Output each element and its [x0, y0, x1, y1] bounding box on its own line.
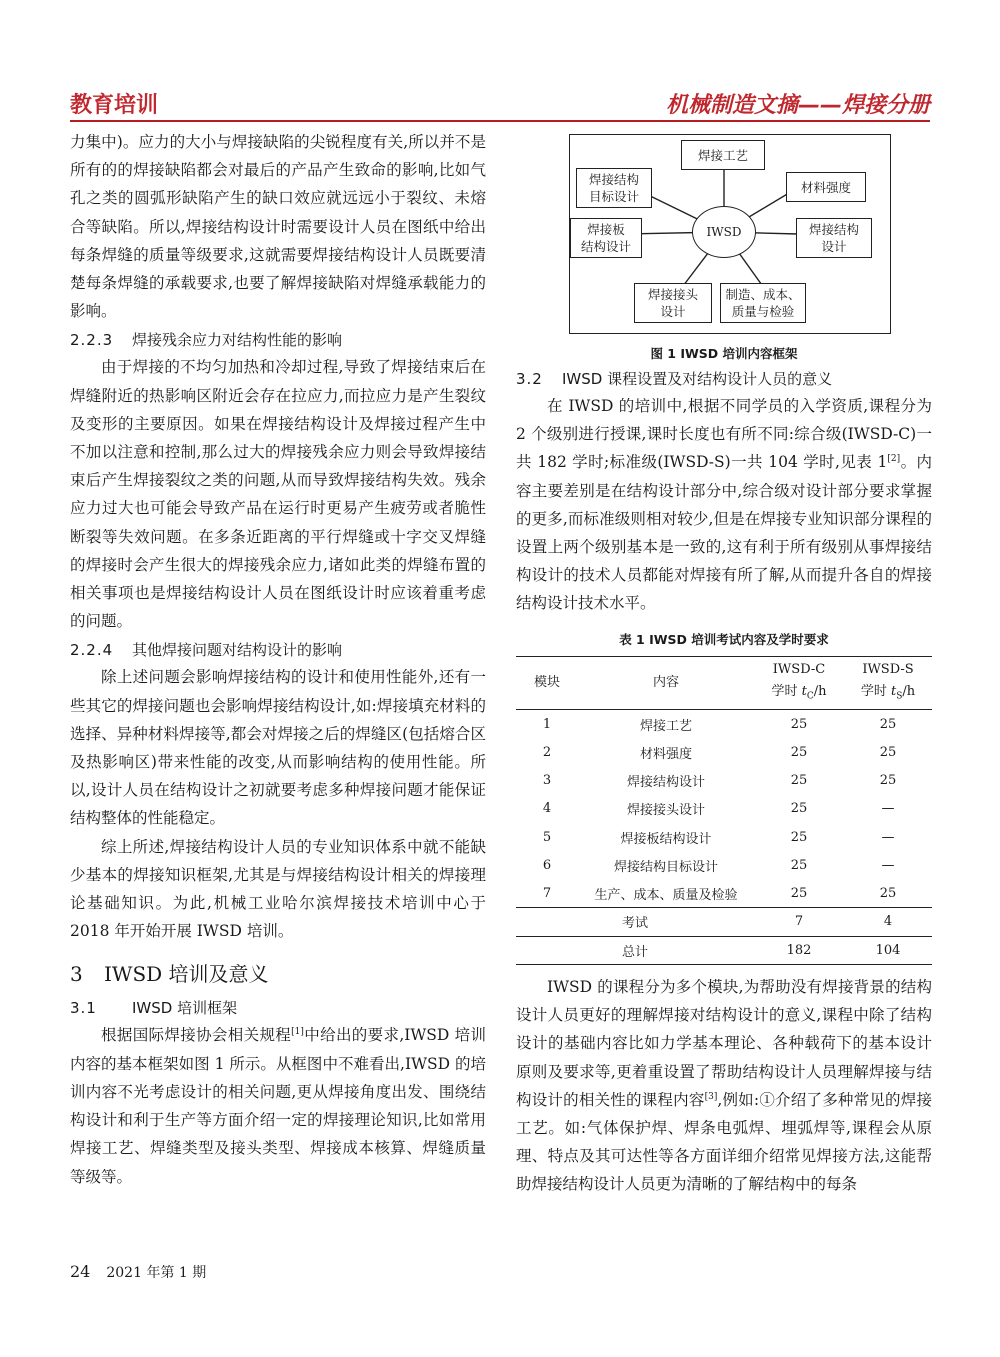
node-structure-design: 焊接结构 设计 — [796, 218, 872, 258]
section-heading-3-1 — [70, 995, 486, 1021]
table-row: 1 焊接工艺 25 25 — [542, 716, 897, 734]
node-joint-design: 焊接接头 设计 — [634, 283, 712, 323]
table-caption: 表 1 IWSD 培训考试内容及学时要求 — [619, 631, 829, 647]
section-number: 2.2.3 — [70, 331, 114, 350]
table-row: 4 焊接接头设计 25 — — [542, 801, 895, 819]
node-material-strength: 材料强度 — [786, 172, 866, 202]
text-run: ,例如:①介绍了多种常见的焊接工艺。如:气体保护焊、焊条电弧焊、埋弧焊等,课程会从原理、特点及其可达性等各方面详细介绍常见焊接方法,这能帮助焊接结构设计人员更为清晰的了解结构中的每条 — [516, 1090, 932, 1194]
section-number: 3.1 — [70, 999, 97, 1018]
table-row-total: 总计 182 104 — [516, 936, 932, 964]
page-footer — [70, 1262, 206, 1282]
figure-caption: 图 1 IWSD 培训内容框架 — [650, 346, 798, 361]
section-number: 3.2 — [516, 370, 543, 388]
running-header — [70, 88, 930, 122]
col-header-module: 模块 — [533, 674, 560, 690]
left-column — [70, 128, 486, 1191]
section-number: 3 — [70, 962, 83, 987]
citation-2[interactable]: [2] — [887, 454, 901, 465]
text-run: 在 IWSD 的培训中,根据不同学员的入学资质,课程分为 2 个级别进行授课,课时长度也有所不同:综合级(IWSD-C)一共 182 学时;标准级(IWSD-S)一共 104 学时,见表 1 — [516, 397, 932, 472]
paragraph-other-issues: 除上述问题会影响焊接结构的设计和使用性能外,还有一些其它的焊接问题也会影响焊接结构设计,如:焊接填充材料的选择、异种材料焊接等,都会对焊接之后的焊缝区(包括熔合区及热影响区)带来性能的改变,从而影响结构的使用性能。所以,设计人员在结构设计之初就要考虑多种焊接问题才能保证结构整体的性能稳定。 — [70, 668, 486, 828]
paragraph-continued: 力集中)。应力的大小与焊接缺陷的尖锐程度有关,所以并不是所有的的焊接缺陷都会对最后的产品产生致命的影响,比如气孔之类的圆弧形缺陷产生的缺口效应就远远小于裂纹、未熔合等缺陷。所以,焊接结构设计时需要设计人员在图纸中给出每条焊缝的质量等级要求,这就需要焊接结构设计人员既要清楚每条焊缝的承载要求,也要了解焊接缺陷对焊缝承载能力的影响。 — [70, 133, 486, 321]
table-row: 2 材料强度 25 25 — [542, 744, 897, 762]
figure-1 — [516, 128, 932, 361]
section-heading-3 — [70, 959, 486, 989]
col-header-iwsd-c: IWSD-C 学时 $t_C/h$ — [771, 661, 827, 702]
section-heading-3-2 — [516, 366, 932, 392]
text-run: IWSD 的课程分为多个模块,为帮助没有焊接背景的结构设计人员更好的理解焊接对结构设计的意义,课程中除了结构设计的基础内容比如力学基本理论、各种载荷下的基本设计原则及要求等,更着重设置了帮助结构设计人员理解焊接与结构设计的相关性的课程内容 — [516, 977, 932, 1109]
table-row: 7 生产、成本、质量及检验 25 25 — [542, 885, 897, 903]
issue-label: 2021 年第 1 期 — [106, 1265, 207, 1281]
node-production-cost-quality: 制造、成本、 质量与检验 — [720, 283, 806, 323]
node-iwsd-center: IWSD — [692, 206, 756, 258]
text-run: 根据国际焊接协会相关规程 — [101, 1026, 292, 1045]
text-run: 中给出的要求,IWSD 培训内容的基本框架如图 1 所示。从框图中不难看出,IWSD 的培训内容不光考虑设计的相关问题,更从焊接角度出发、围绕结构设计和利于生产等方面介绍一定的焊接理论知识,比如常用焊接工艺、焊缝类型及接头类型、焊接成本核算、焊缝质量等级等。 — [70, 1026, 486, 1186]
paragraph-framework — [70, 1021, 486, 1190]
table-row-exam: 考试 7 4 — [516, 908, 932, 936]
paragraph-summary: 综上所述,焊接结构设计人员的专业知识体系中就不能缺少基本的焊接知识框架,尤其是与焊接结构设计相关的焊接理论基础知识。为此,机械工业哈尔滨焊接技术培训中心于 2018 年开始开展 IWSD 培训。 — [70, 837, 486, 941]
node-plate-structure-design: 焊接板 结构设计 — [570, 218, 642, 258]
section-title: IWSD 课程设置及对结构设计人员的意义 — [562, 370, 833, 388]
node-target-design: 焊接结构 目标设计 — [576, 168, 652, 208]
table-row: 5 焊接板结构设计 25 — — [542, 829, 895, 847]
paragraph-course-levels — [516, 392, 932, 618]
col-header-content: 内容 — [652, 674, 679, 690]
table-row: 6 焊接结构目标设计 25 — — [542, 857, 895, 875]
page-number: 24 — [70, 1262, 91, 1281]
citation-3[interactable]: [3] — [704, 1091, 718, 1102]
table-row: 3 焊接结构设计 25 25 — [542, 772, 897, 790]
node-welding-process: 焊接工艺 — [681, 140, 765, 170]
right-column — [516, 128, 932, 1199]
section-heading-2-2-3 — [70, 327, 486, 353]
section-number: 2.2.4 — [70, 641, 114, 660]
col-header-iwsd-s: IWSD-S 学时 $t_S/h$ — [860, 661, 916, 702]
section-label: 教育培训 — [70, 93, 159, 118]
paragraph-residual-stress: 由于焊接的不均匀加热和冷却过程,导致了焊接结束后在焊缝附近的热影响区附近会存在拉应力,而拉应力是产生裂纹及变形的主要原因。如果在焊接结构设计及焊接过程产生中不加以注意和控制,那么过大的焊接残余应力则会导致焊接结束后产生焊接裂纹之类的问题,从而导致焊接结构失效。残余应力过大也可能会导致产品在运行时更易产生疲劳或者脆性断裂等失效问题。在多条近距离的平行焊缝或十字交叉焊缝的焊接时会产生很大的焊接残余应力,诸如此类的焊缝布置的相关事项也是焊接结构设计人员在图纸设计时应该着重考虑的问题。 — [70, 358, 486, 631]
section-title: 焊接残余应力对结构性能的影响 — [132, 331, 343, 350]
journal-title: 机械制造文摘——焊接分册 — [665, 93, 930, 118]
table-1 — [516, 656, 932, 965]
section-title: 其他焊接问题对结构设计的影响 — [132, 641, 343, 660]
paragraph-modules — [516, 973, 932, 1199]
section-heading-2-2-4 — [70, 637, 486, 663]
table-header-row — [516, 656, 932, 710]
section-title: IWSD 培训框架 — [132, 999, 238, 1018]
text-run: 。内容主要差别是在结构设计部分中,综合级对设计部分要求掌握的更多,而标准级则相对较少,但是在焊接专业知识部分课程的设置上两个级别基本是一致的,这有利于所有级别从事焊接结构设计的技术人员都能对焊接有所了解,从而提升各自的焊接结构设计技术水平。 — [516, 453, 932, 613]
section-title: IWSD 培训及意义 — [104, 962, 269, 987]
citation-1[interactable]: [1] — [291, 1027, 304, 1038]
